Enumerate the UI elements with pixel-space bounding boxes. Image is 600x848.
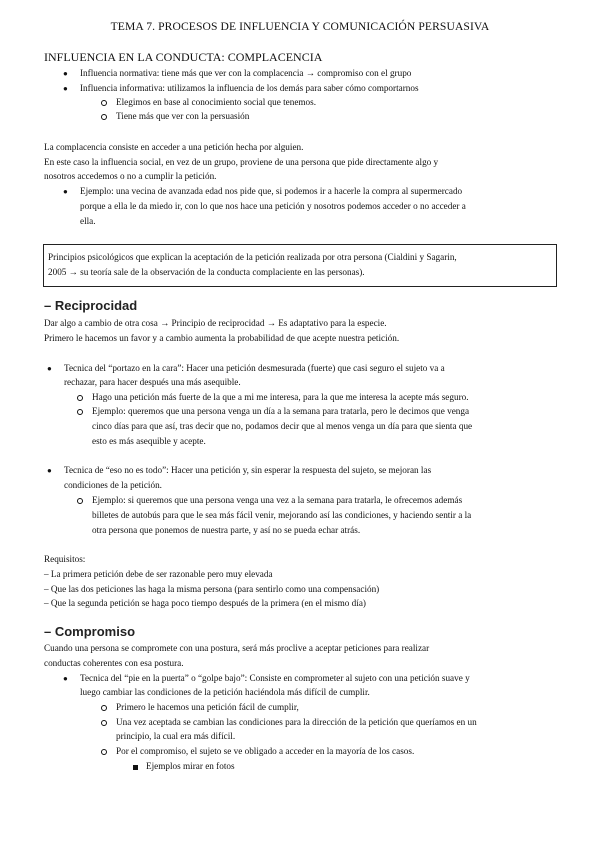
paragraph-influencia-a: En este caso la influencia social, en vez de un grupo, proviene de una persona que pide directamente algo y (44, 157, 439, 167)
example-vecina-c: ella. (80, 216, 96, 226)
sub-bullet-circle (101, 705, 107, 711)
pie-step-3: Por el compromiso, el sujeto se ve obligado a acceder en la mayoría de los casos. (116, 746, 415, 756)
portazo-detail: Hago una petición más fuerte de la que a mi me interesa, para la que me interesa la acepte más seguro. (92, 392, 469, 402)
paragraph-compromiso-a: Cuando una persona se compromete con una postura, será más proclive a aceptar peticiones para realizar (44, 643, 430, 653)
pie-step-3-example: Ejemplos mirar en fotos (146, 761, 235, 771)
paragraph-reciprocidad-2: Primero le hacemos un favor y a cambio aumenta la probabilidad de que acepte nuestra petición. (44, 333, 400, 343)
paragraph-compromiso-b: conductas coherentes con esa postura. (44, 658, 184, 668)
sub-bullet-circle (101, 100, 107, 106)
portazo-example-a: Ejemplo: queremos que una persona venga un día a la semana para tratarla, pero le decimos que venga (92, 406, 470, 416)
pie-step-2a: Una vez aceptada se cambian las condiciones para la dirección de la petición que queríamos en un (116, 717, 477, 727)
portazo-example-c: esto es más asequible y acepte. (92, 436, 206, 446)
sub-bullet-circle (77, 498, 83, 504)
technique-portazo-a: Tecnica del “portazo en la cara”: Hacer una petición desmesurada (fuerte) que casi seguro el sujeto va a (64, 363, 445, 373)
requisito-2: – Que las dos peticiones las haga la misma persona (para sentirlo como una compensación) (44, 584, 380, 594)
sub-bullet-circle (101, 720, 107, 726)
requisitos-label: Requisitos: (44, 554, 86, 564)
sub-sub-bullet-square (133, 765, 138, 770)
eso-no-es-todo-example-c: otra persona que ponemos de nuestra parte, y así no se pueda echar atrás. (92, 525, 361, 535)
sub-bullet-circle (101, 114, 107, 120)
requisito-3: – Que la segunda petición se haga poco tiempo después de la primera (en el mismo día) (44, 598, 366, 608)
sub-bullet-circle (77, 409, 83, 415)
example-vecina-b: porque a ella le da miedo ir, con lo que nos hace una petición y nosotros podemos acceder o no acceder a (80, 201, 466, 211)
document-title: TEMA 7. PROCESOS DE INFLUENCIA Y COMUNICACIÓN PERSUASIVA (110, 20, 490, 33)
principles-box-line1: Principios psicológicos que explican la aceptación de la petición realizada por otra persona (Cialdini y Sagarin, (48, 252, 457, 262)
bullet-dot: ● (47, 466, 52, 475)
paragraph-complacencia-def: La complacencia consiste en acceder a una petición hecha por alguien. (44, 142, 304, 152)
sub-bullet-elegimos: Elegimos en base al conocimiento social que tenemos. (116, 97, 317, 107)
pie-step-1: Primero le hacemos una petición fácil de cumplir, (116, 702, 299, 712)
technique-pie-en-la-puerta-b: luego cambiar las condiciones de la petición haciéndola más difícil de cumplir. (80, 687, 370, 697)
requisito-1: – La primera petición debe de ser razonable pero muy elevada (44, 569, 273, 579)
pie-step-2b: principio, la cual era más difícil. (116, 731, 236, 741)
bullet-informativa: Influencia informativa: utilizamos la influencia de los demás para saber cómo comportarnos (80, 83, 419, 93)
portazo-example-b: cinco días para que así, tras decir que no, podamos decir que al menos venga un día para que sienta que (92, 421, 473, 431)
technique-eso-no-es-todo-a: Tecnica de “eso no es todo”: Hacer una petición y, sin esperar la respuesta del sujeto, se mejoran las (64, 465, 432, 475)
sub-bullet-circle (77, 395, 83, 401)
technique-pie-en-la-puerta-a: Tecnica del “pie en la puerta” o “golpe bajo”: Consiste en comprometer al sujeto con una petición suave y (80, 673, 470, 683)
eso-no-es-todo-example-a: Ejemplo: si queremos que una persona venga una vez a la semana para tratarla, le ofrecemos además (92, 495, 463, 505)
section-heading-complacencia: INFLUENCIA EN LA CONDUCTA: COMPLACENCIA (44, 50, 323, 64)
section-heading-reciprocidad: – Reciprocidad (44, 298, 138, 313)
bullet-normativa: Influencia normativa: tiene más que ver con la complacencia → compromiso con el grupo (80, 68, 412, 78)
sub-bullet-circle (101, 749, 107, 755)
bullet-dot: ● (63, 674, 68, 683)
eso-no-es-todo-example-b: billetes de autobús para que le sea más fácil venir, mejorando así las condiciones, y haciendo sentir a la (92, 510, 472, 520)
bullet-dot: ● (63, 187, 68, 196)
sub-bullet-persuasion: Tiene más que ver con la persuasión (116, 111, 250, 121)
example-vecina-a: Ejemplo: una vecina de avanzada edad nos pide que, si podemos ir a hacerle la compra al supermercado (80, 186, 463, 196)
paragraph-reciprocidad-1: Dar algo a cambio de otra cosa → Principio de reciprocidad → Es adaptativo para la especie. (44, 318, 387, 328)
section-heading-compromiso: – Compromiso (44, 624, 136, 639)
bullet-dot: ● (63, 84, 68, 93)
bullet-dot: ● (63, 69, 68, 78)
bullet-dot: ● (47, 364, 52, 373)
paragraph-influencia-b: nosotros accedemos o no a cumplir la petición. (44, 171, 217, 181)
principles-box-line2: 2005 → su teoría sale de la observación de la conducta complaciente en las personas). (48, 267, 365, 277)
technique-eso-no-es-todo-b: condiciones de la petición. (64, 480, 162, 490)
technique-portazo-b: rechazar, para hacer después una más asequible. (64, 377, 241, 387)
principles-box (43, 244, 557, 287)
